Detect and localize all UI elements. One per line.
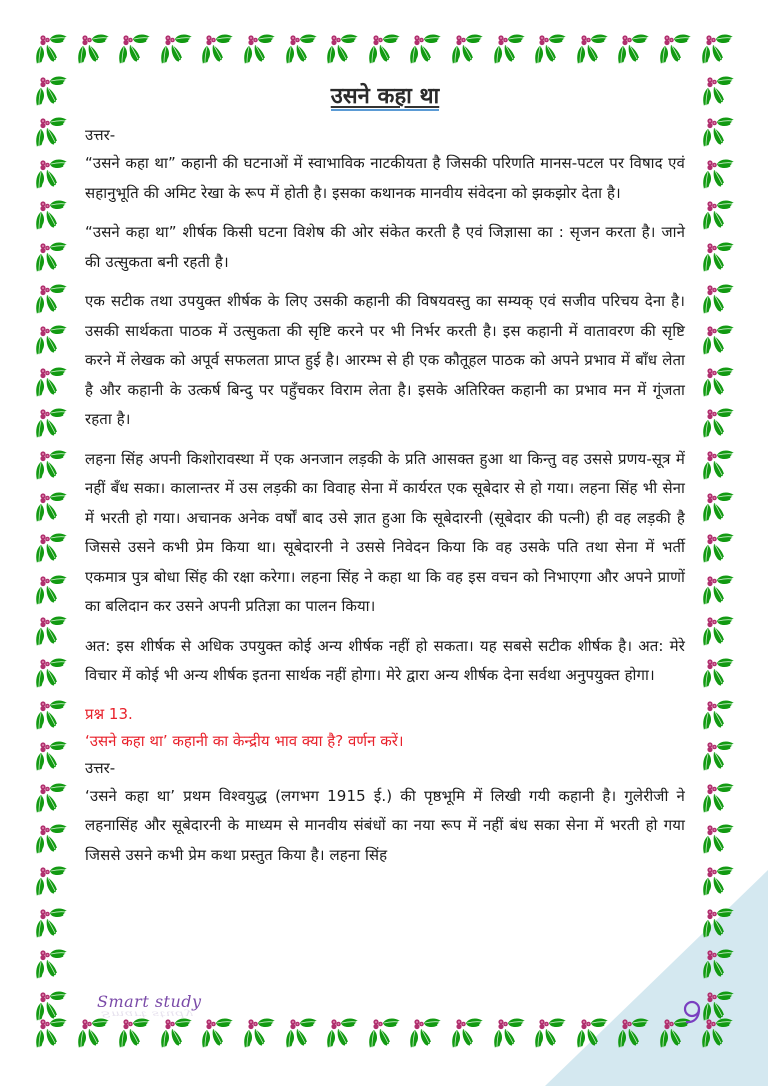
holly-leaf-icon: [700, 906, 742, 948]
page-title-text: उसने कहा था: [330, 84, 440, 109]
holly-leaf-icon: [283, 32, 325, 74]
holly-leaf-icon: [407, 1016, 449, 1058]
holly-leaf-icon: [33, 822, 75, 864]
holly-leaf-icon: [33, 32, 75, 74]
holly-leaf-icon: [699, 32, 741, 74]
holly-leaf-icon: [116, 1016, 158, 1058]
holly-leaf-icon: [700, 656, 742, 698]
holly-leaf-icon: [75, 32, 117, 74]
holly-leaf-icon: [449, 1016, 491, 1058]
paragraph: “उसने कहा था” शीर्षक किसी घटना विशेष की ओर संकेत करती है एवं जिज्ञासा का : सृजन करता है। जाने की उत्सुकता बनी रहती है।: [85, 223, 685, 271]
holly-leaf-icon: [33, 614, 75, 656]
holly-leaf-icon: [366, 32, 408, 74]
holly-leaf-icon: [449, 32, 491, 74]
watermark-reflection: Smart study: [101, 1009, 194, 1019]
holly-leaf-icon: [199, 1016, 241, 1058]
holly-leaf-icon: [324, 1016, 366, 1058]
watermark-logo: [97, 992, 202, 1019]
holly-leaf-icon: [699, 1016, 741, 1058]
holly-leaf-icon: [33, 781, 75, 823]
holly-leaf-icon: [700, 406, 742, 448]
holly-leaf-icon: [574, 32, 616, 74]
page-number-glyph-icon: [678, 1000, 704, 1026]
holly-leaf-icon: [700, 448, 742, 490]
holly-leaf-icon: [33, 448, 75, 490]
holly-leaf-icon: [700, 822, 742, 864]
holly-leaf-icon: [33, 490, 75, 532]
holly-leaf-icon: [407, 32, 449, 74]
holly-leaf-icon: [700, 989, 742, 1031]
holly-leaf-icon: [491, 1016, 533, 1058]
holly-leaf-icon: [700, 323, 742, 365]
holly-leaf-icon: [700, 947, 742, 989]
holly-leaf-icon: [33, 240, 75, 282]
holly-leaf-icon: [700, 74, 742, 116]
holly-leaf-icon: [700, 157, 742, 199]
paragraph: लहना सिंह अपनी किशोरावस्था में एक अनजान लड़की के प्रति आसक्त हुआ था किन्तु वह उससे प्रणय-सूत्र में नहीं बँध सका। कालान्तर में उस लड़की का विवाह सेना में कार्यरत एक सूबेदार से हो गया। लहना सिंह भी सेना में भरती हो गया। अचानक अनेक वर्षों बाद उसे ज्ञात हुआ कि सूबेदारनी (सूबेदार की पत्नी) ही वह लड़की है जिससे उसने कभी प्रेम किया था। सूबेदारनी ने उससे निवेदन किया कि वह उसके पति तथा सेना में भर्ती एकमात्र पुत्र बोधा सिंह की रक्षा करेगा। लहना सिंह ने कहा था कि वह इस वचन को निभाएगा और अपने प्राणों का बलिदान कर उसने अपनी प्रतिज्ञा का पालन किया।: [85, 449, 685, 615]
holly-leaf-icon: [366, 1016, 408, 1058]
holly-leaf-icon: [33, 282, 75, 324]
page-title: [85, 82, 685, 112]
holly-leaf-icon: [33, 947, 75, 989]
holly-leaf-icon: [615, 1016, 657, 1058]
holly-leaf-icon: [33, 864, 75, 906]
holly-leaf-icon: [158, 32, 200, 74]
watermark-text: Smart study: [97, 992, 202, 1011]
holly-leaf-icon: [33, 157, 75, 199]
holly-leaf-icon: [199, 32, 241, 74]
holly-leaf-icon: [33, 406, 75, 448]
holly-leaf-icon: [700, 282, 742, 324]
paragraph: एक सटीक तथा उपयुक्त शीर्षक के लिए उसकी कहानी की विषयवस्तु का सम्यक् एवं सजीव परिचय देना है। उसकी सार्थकता पाठक में उत्सुकता की सृष्टि करने पर भी निर्भर करती है। इस कहानी में वातावरण की सृष्टि करने में लेखक को अपूर्व सफलता प्राप्त हुई है। आरम्भ से ही एक कौतूहल पाठक को अपने प्रभाव में बाँध लेता है और कहानी के उत्कर्ष बिन्दु पर पहुँचकर विराम लेता है। इसके अतिरिक्त कहानी का प्रभाव मन में गूंजता रहता है।: [85, 292, 685, 428]
question-text: ‘उसने कहा था’ कहानी का केन्द्रीय भाव क्या है? वर्णन करें।: [85, 731, 404, 750]
holly-leaf-icon: [33, 531, 75, 573]
holly-leaf-icon: [33, 365, 75, 407]
holly-leaf-icon: [324, 32, 366, 74]
holly-leaf-icon: [33, 739, 75, 781]
holly-leaf-icon: [33, 198, 75, 240]
holly-leaf-icon: [657, 32, 699, 74]
holly-leaf-icon: [700, 115, 742, 157]
holly-leaf-icon: [700, 490, 742, 532]
page-number: [678, 1000, 704, 1026]
holly-leaf-icon: [283, 1016, 325, 1058]
holly-leaf-icon: [700, 864, 742, 906]
holly-leaf-icon: [574, 1016, 616, 1058]
holly-leaf-icon: [33, 989, 75, 1031]
holly-leaf-icon: [241, 1016, 283, 1058]
holly-leaf-icon: [33, 115, 75, 157]
holly-leaf-icon: [241, 32, 283, 74]
holly-leaf-icon: [700, 365, 742, 407]
holly-leaf-icon: [158, 1016, 200, 1058]
holly-leaf-icon: [700, 240, 742, 282]
holly-leaf-icon: [33, 906, 75, 948]
holly-leaf-icon: [33, 656, 75, 698]
holly-leaf-icon: [33, 74, 75, 116]
holly-leaf-icon: [700, 781, 742, 823]
paragraph: “उसने कहा था” कहानी की घटनाओं में स्वाभाविक नाटकीयता है जिसकी परिणति मानस-पटल पर विषाद एवं सहानुभूति की अमिट रेखा के रूप में होती है। इसका कथानक मानवीय संवेदना को झकझोर देता है।: [85, 154, 685, 202]
holly-leaf-icon: [700, 698, 742, 740]
holly-leaf-icon: [116, 32, 158, 74]
holly-leaf-icon: [532, 1016, 574, 1058]
holly-leaf-icon: [532, 32, 574, 74]
holly-leaf-icon: [33, 323, 75, 365]
holly-leaf-icon: [700, 531, 742, 573]
holly-leaf-icon: [700, 573, 742, 615]
holly-leaf-icon: [615, 32, 657, 74]
document-body: [85, 82, 685, 880]
answer-label: उत्तर-: [85, 758, 116, 777]
holly-leaf-icon: [75, 1016, 117, 1058]
answer-label: उत्तर-: [85, 126, 116, 144]
holly-leaf-icon: [33, 1016, 75, 1058]
holly-leaf-icon: [491, 32, 533, 74]
holly-leaf-icon: [700, 739, 742, 781]
holly-leaf-icon: [700, 198, 742, 240]
paragraph: अत: इस शीर्षक से अधिक उपयुक्त कोई अन्य शीर्षक नहीं हो सकता। यह सबसे सटीक शीर्षक है। अत: मेरे विचार में कोई भी अन्य शीर्षक इतना सार्थक नहीं होगा। मेरे द्वारा अन्य शीर्षक देना सर्वथा अनुपयुक्त होगा।: [85, 636, 685, 684]
holly-leaf-icon: [33, 698, 75, 740]
answer-paragraph: ‘उसने कहा था’ प्रथम विश्वयुद्ध (लगभग 1915 ई.) की पृष्ठभूमि में लिखी गयी कहानी है। गुलेरीजी ने लहनासिंह और सूबेदारनी के माध्यम से मानवीय संबंधों का नया रूप में नहीं बंध सका सेना में भरती हो गया जिससे उसने कभी प्रेम कथा प्रस्तुत किया है। लहना सिंह: [85, 786, 685, 864]
holly-leaf-icon: [33, 573, 75, 615]
holly-leaf-icon: [700, 614, 742, 656]
question-number: प्रश्न 13.: [85, 704, 133, 723]
